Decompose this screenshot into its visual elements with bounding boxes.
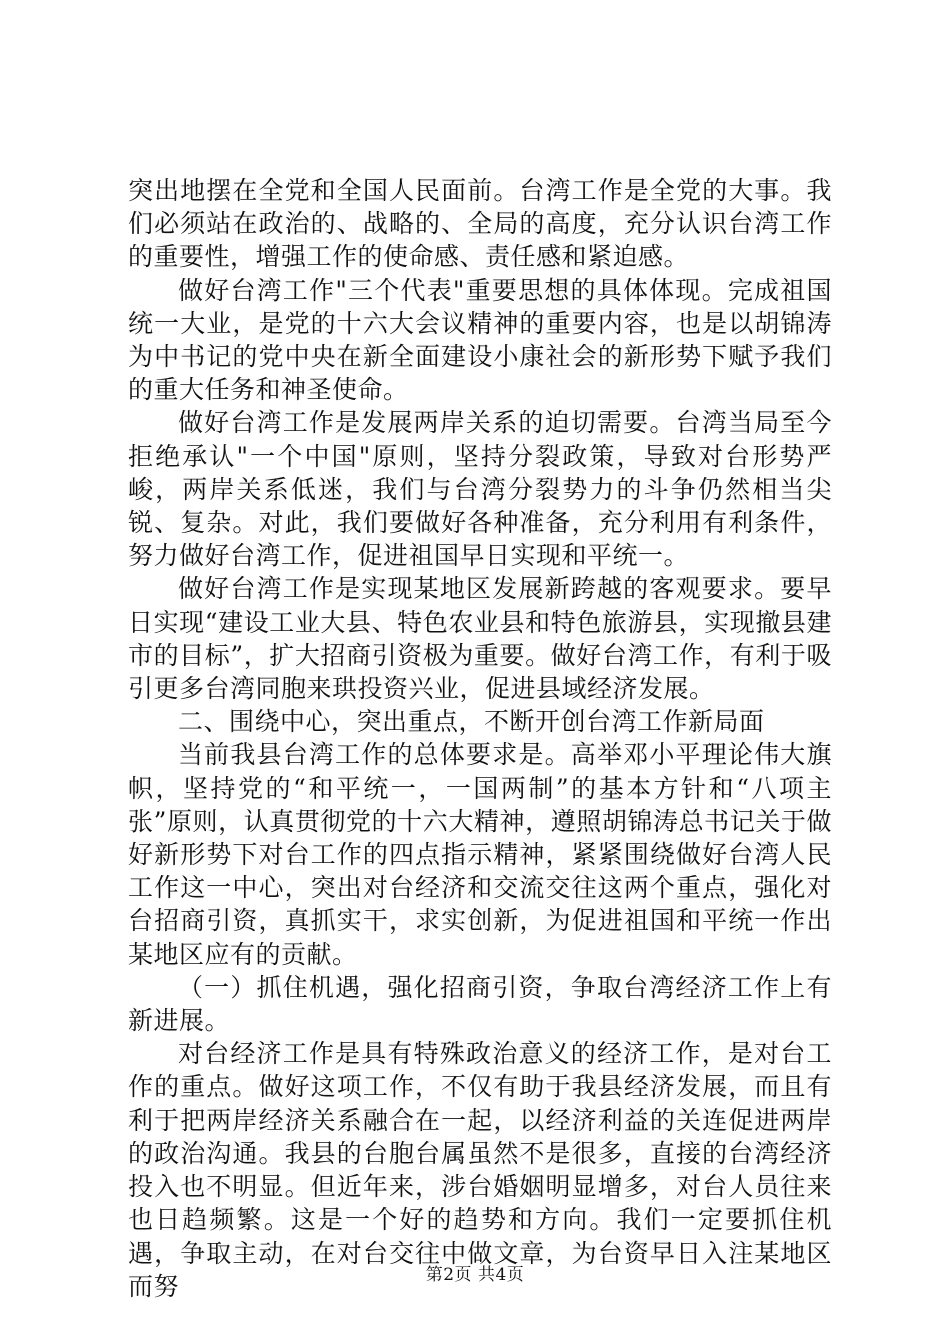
document-body — [128, 174, 832, 1303]
paragraph: 对台经济工作是具有特殊政治意义的经济工作，是对台工作的重点。做好这项工作，不仅有助于我县经济发展，而且有利于把两岸经济关系融合在一起，以经济利益的关连促进两岸的政治沟通。我县的台胞台属虽然不是很多，直接的台湾经济投入也不明显。但近年来，涉台婚姻明显增多，对台人员往来也日趋频繁。这是一个好的趋势和方向。我们一定要抓住机遇，争取主动，在对台交往中做文章，为台资早日入注某地区而努 — [128, 1039, 832, 1301]
paragraph: 做好台湾工作是实现某地区发展新跨越的客观要求。要早日实现“建设工业大县、特色农业县和特色旅游县，实现撤县建市的目标”，扩大招商引资极为重要。做好台湾工作，有利于吸引更多台湾同胞来珙投资兴业，促进县域经济发展。 — [128, 574, 832, 704]
section-heading: 二、围绕中心，突出重点，不断开创台湾工作新局面 — [178, 707, 765, 737]
paragraph: 做好台湾工作是发展两岸关系的迫切需要。台湾当局至今拒绝承认"一个中国"原则，坚持分裂政策，导致对台形势严峻，两岸关系低迷，我们与台湾分裂势力的斗争仍然相当尖锐、复杂。对此，我们要做好各种准备，充分利用有利条件，努力做好台湾工作，促进祖国早日实现和平统一。 — [128, 408, 832, 571]
paragraph: 做好台湾工作"三个代表"重要思想的具体体现。完成祖国统一大业，是党的十六大会议精神的重要内容，也是以胡锦涛为中书记的党中央在新全面建设小康社会的新形势下赋予我们的重大任务和神圣使命。 — [128, 275, 832, 405]
paragraph-continuation: 突出地摆在全党和全国人民面前。台湾工作是全党的大事。我们必须站在政治的、战略的、全局的高度，充分认识台湾工作的重要性，增强工作的使命感、责任感和紧迫感。 — [128, 176, 832, 272]
subsection-heading: （一）抓住机遇，强化招商引资，争取台湾经济工作上有新进展。 — [128, 972, 832, 1036]
page-footer: 第2页 共4页 — [425, 1265, 525, 1285]
paragraph: 当前我县台湾工作的总体要求是。高举邓小平理论伟大旗帜，坚持党的“和平统一，一国两制”的基本方针和“八项主张”原则，认真贯彻党的十六大精神，遵照胡锦涛总书记关于做好新形势下对台工作的四点指示精神，紧紧围绕做好台湾人民工作这一中心，突出对台经济和交流交往这两个重点，强化对台招商引资，真抓实干，求实创新，为促进祖国和平统一作出某地区应有的贡献。 — [128, 740, 832, 969]
